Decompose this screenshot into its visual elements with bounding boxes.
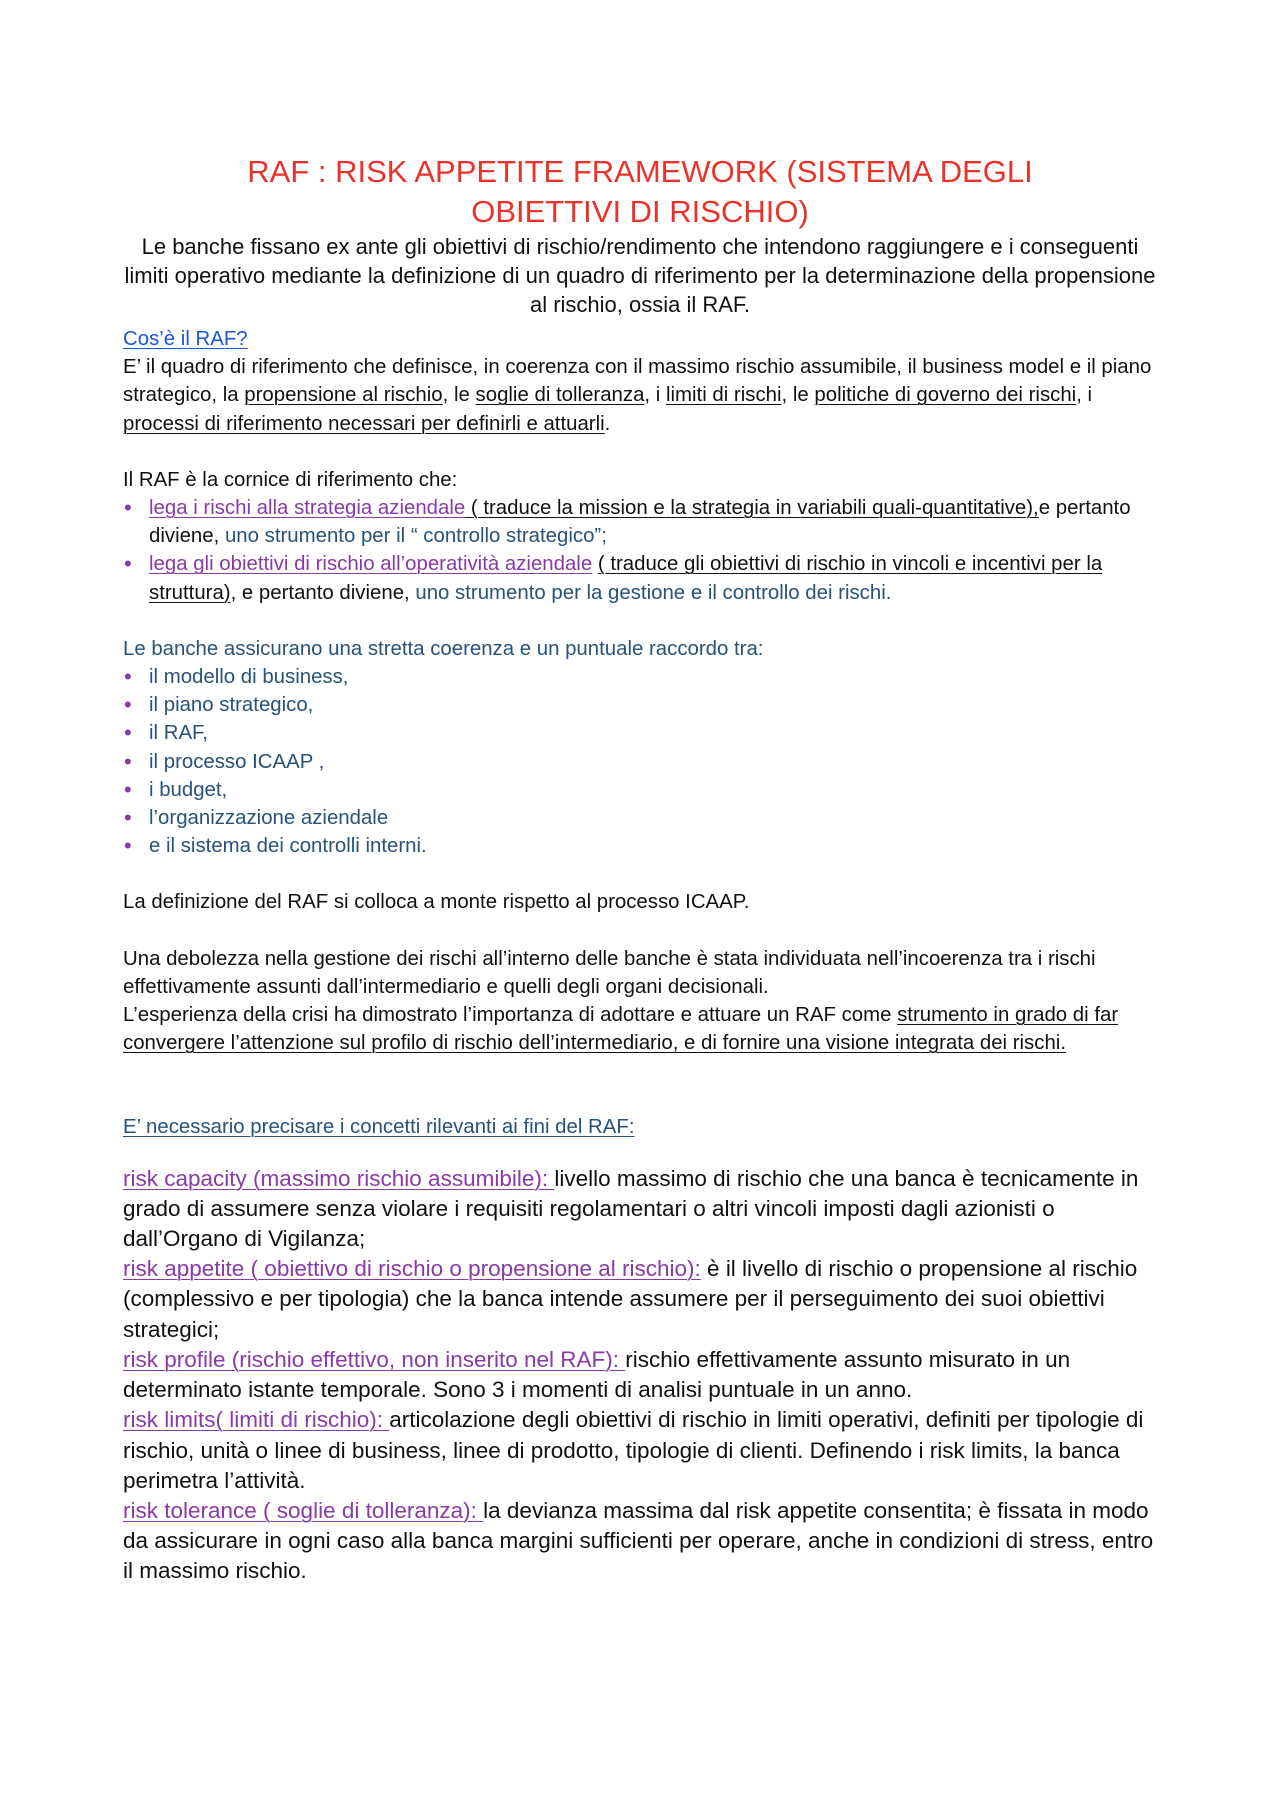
bullet-icon: • <box>124 720 132 746</box>
definition-text: la devianza massima dal risk appetite consentita; è fissata in modo da assicurare in ogni caso alla banca margini sufficienti per operare, anche in condizioni di stress, entro il massimo rischio. <box>123 1497 1154 1584</box>
definition-item <box>123 1345 1163 1405</box>
definition-item <box>123 1496 1163 1587</box>
list-item <box>123 691 1163 719</box>
list-item-text: il RAF, <box>149 722 208 745</box>
def-text: . <box>604 412 611 435</box>
list-item-text: il piano strategico, <box>149 694 314 717</box>
list-item <box>123 663 1163 691</box>
list-item-text: l’organizzazione aziendale <box>149 807 389 830</box>
definition-text: articolazione degli obiettivi di rischio in limiti operativi, definiti per tipologie di rischio, unità o linee di business, linee di prodotto, tipologie di clienti. Definendo i risk limits, la banca perimetra l’attività. <box>123 1407 1144 1493</box>
esperienza-underlined: strumento in grado di far convergere l’attenzione sul profilo di rischio dell’intermediario, e di fornire una visione integrata dei rischi. <box>123 1004 1119 1055</box>
coerenza-intro: Le banche assicurano una stretta coerenza e un puntuale raccordo tra: <box>123 637 764 660</box>
definition-text: rischio effettivamente assunto misurato in un determinato istante temporale. Sono 3 i momenti di analisi puntuale in un anno. <box>123 1346 1071 1403</box>
definition-text: è il livello di rischio o propensione al rischio (complessivo e per tipologia) che la banca intende assumere per il perseguimento dei suoi obiettivi strategici; <box>123 1256 1138 1342</box>
cornice-list <box>123 494 1163 607</box>
definition-term: risk appetite ( obiettivo di rischio o propensione al rischio): <box>123 1256 701 1282</box>
list-item <box>123 494 1163 550</box>
def-term-politiche: politiche di governo dei rischi <box>814 384 1077 407</box>
bullet-icon: • <box>124 805 132 831</box>
list-item-text: il modello di business, <box>149 666 349 689</box>
def-text: , i <box>1076 384 1093 407</box>
bullet-icon: • <box>124 664 132 690</box>
def-term-processi: processi di riferimento necessari per definirli e attuarli <box>123 412 605 435</box>
def-term-propensione: propensione al rischio <box>244 384 443 407</box>
coerenza-list <box>123 663 1163 860</box>
bullet-icon: • <box>124 748 132 774</box>
definitions-list <box>123 1164 1163 1587</box>
list-item <box>123 804 1163 832</box>
list-item-text: , e pertanto diviene, <box>230 581 416 604</box>
definition-term: risk profile (rischio effettivo, non inserito nel RAF): <box>123 1346 626 1372</box>
list-item <box>123 776 1163 804</box>
list-item-text: e il sistema dei controlli interni. <box>149 835 427 858</box>
esperienza-text: L’esperienza della crisi ha dimostrato l’importanza di adottare e attuare un RAF come <box>123 1004 898 1027</box>
list-item-text: i budget, <box>149 778 228 801</box>
def-term-limiti: limiti di rischi <box>665 384 782 407</box>
definition-item <box>123 1405 1163 1496</box>
title-line-2: OBIETTIVI DI RISCHIO) <box>471 194 809 229</box>
list-item <box>123 550 1163 606</box>
esperienza-paragraph <box>123 1001 1163 1057</box>
bullet-icon: • <box>124 495 132 521</box>
definition-term: risk tolerance ( soglie di tolleranza): <box>123 1497 484 1523</box>
list-item-term: lega i rischi alla strategia aziendale <box>149 497 466 520</box>
cornice-intro: Il RAF è la cornice di riferimento che: <box>123 468 458 491</box>
definition-item <box>123 1254 1163 1345</box>
def-text: , le <box>442 384 476 407</box>
definition-term: risk limits( limiti di rischio): <box>123 1407 390 1433</box>
monte-paragraph: La definizione del RAF si colloca a monte rispetto al processo ICAAP. <box>123 891 750 914</box>
bullet-icon: • <box>124 551 132 577</box>
list-item-term: lega gli obiettivi di rischio all’operatività aziendale <box>149 553 593 576</box>
definition-term: risk capacity (massimo rischio assumibile): <box>123 1165 555 1191</box>
cose-raf-heading-link[interactable]: Cos’è il RAF? <box>123 328 248 350</box>
list-item-text: e pertanto diviene, <box>149 497 1131 548</box>
list-item <box>123 719 1163 747</box>
bullet-icon: • <box>124 776 132 802</box>
list-item <box>123 748 1163 776</box>
raf-definition-paragraph <box>123 353 1163 438</box>
title-line-1: RAF : RISK APPETITE FRAMEWORK (SISTEMA DEGLI <box>247 154 1033 189</box>
list-item-underlined: ( traduce la mission e la strategia in variabili quali-quantitative), <box>465 497 1039 520</box>
bullet-icon: • <box>124 833 132 859</box>
definition-text: livello massimo di rischio che una banca è tecnicamente in grado di assumere senza violare i requisiti regolamentari o altri vincoli imposti dagli azionisti o dall’Organo di Vigilanza; <box>123 1165 1139 1252</box>
document-body <box>123 325 1163 1587</box>
list-item-text: il processo ICAAP , <box>149 750 325 773</box>
list-item-underlined: ( traduce gli obiettivi di rischio in vincoli e incentivi per la struttura) <box>149 553 1103 604</box>
list-item <box>123 832 1163 860</box>
def-text: E’ il quadro di riferimento che definisce, in coerenza con il massimo rischio assumibile, il business model e il piano strategico, la <box>123 356 1152 407</box>
def-text: , i <box>644 384 666 407</box>
debolezza-paragraph: Una debolezza nella gestione dei rischi all’interno delle banche è stata individuata nell’incoerenza tra i rischi effettivamente assunti dall’intermediario e quelli degli organi decisionali. <box>123 947 1096 998</box>
list-item-teal: uno strumento per il “ controllo strategico”; <box>224 525 607 548</box>
bullet-icon: • <box>124 692 132 718</box>
def-text: , le <box>781 384 815 407</box>
concetti-heading: E’ necessario precisare i concetti rilevanti ai fini del RAF: <box>123 1116 635 1139</box>
definition-item <box>123 1164 1163 1255</box>
def-term-soglie: soglie di tolleranza <box>475 384 645 407</box>
intro-paragraph: Le banche fissano ex ante gli obiettivi di rischio/rendimento che intendono raggiungere e i conseguenti limiti operativo mediante la definizione di un quadro di riferimento per la determinazione della propensione al rischio, ossia il RAF. <box>124 234 1156 317</box>
page-title <box>150 152 1130 232</box>
list-item-teal: uno strumento per la gestione e il controllo dei rischi. <box>415 581 892 604</box>
